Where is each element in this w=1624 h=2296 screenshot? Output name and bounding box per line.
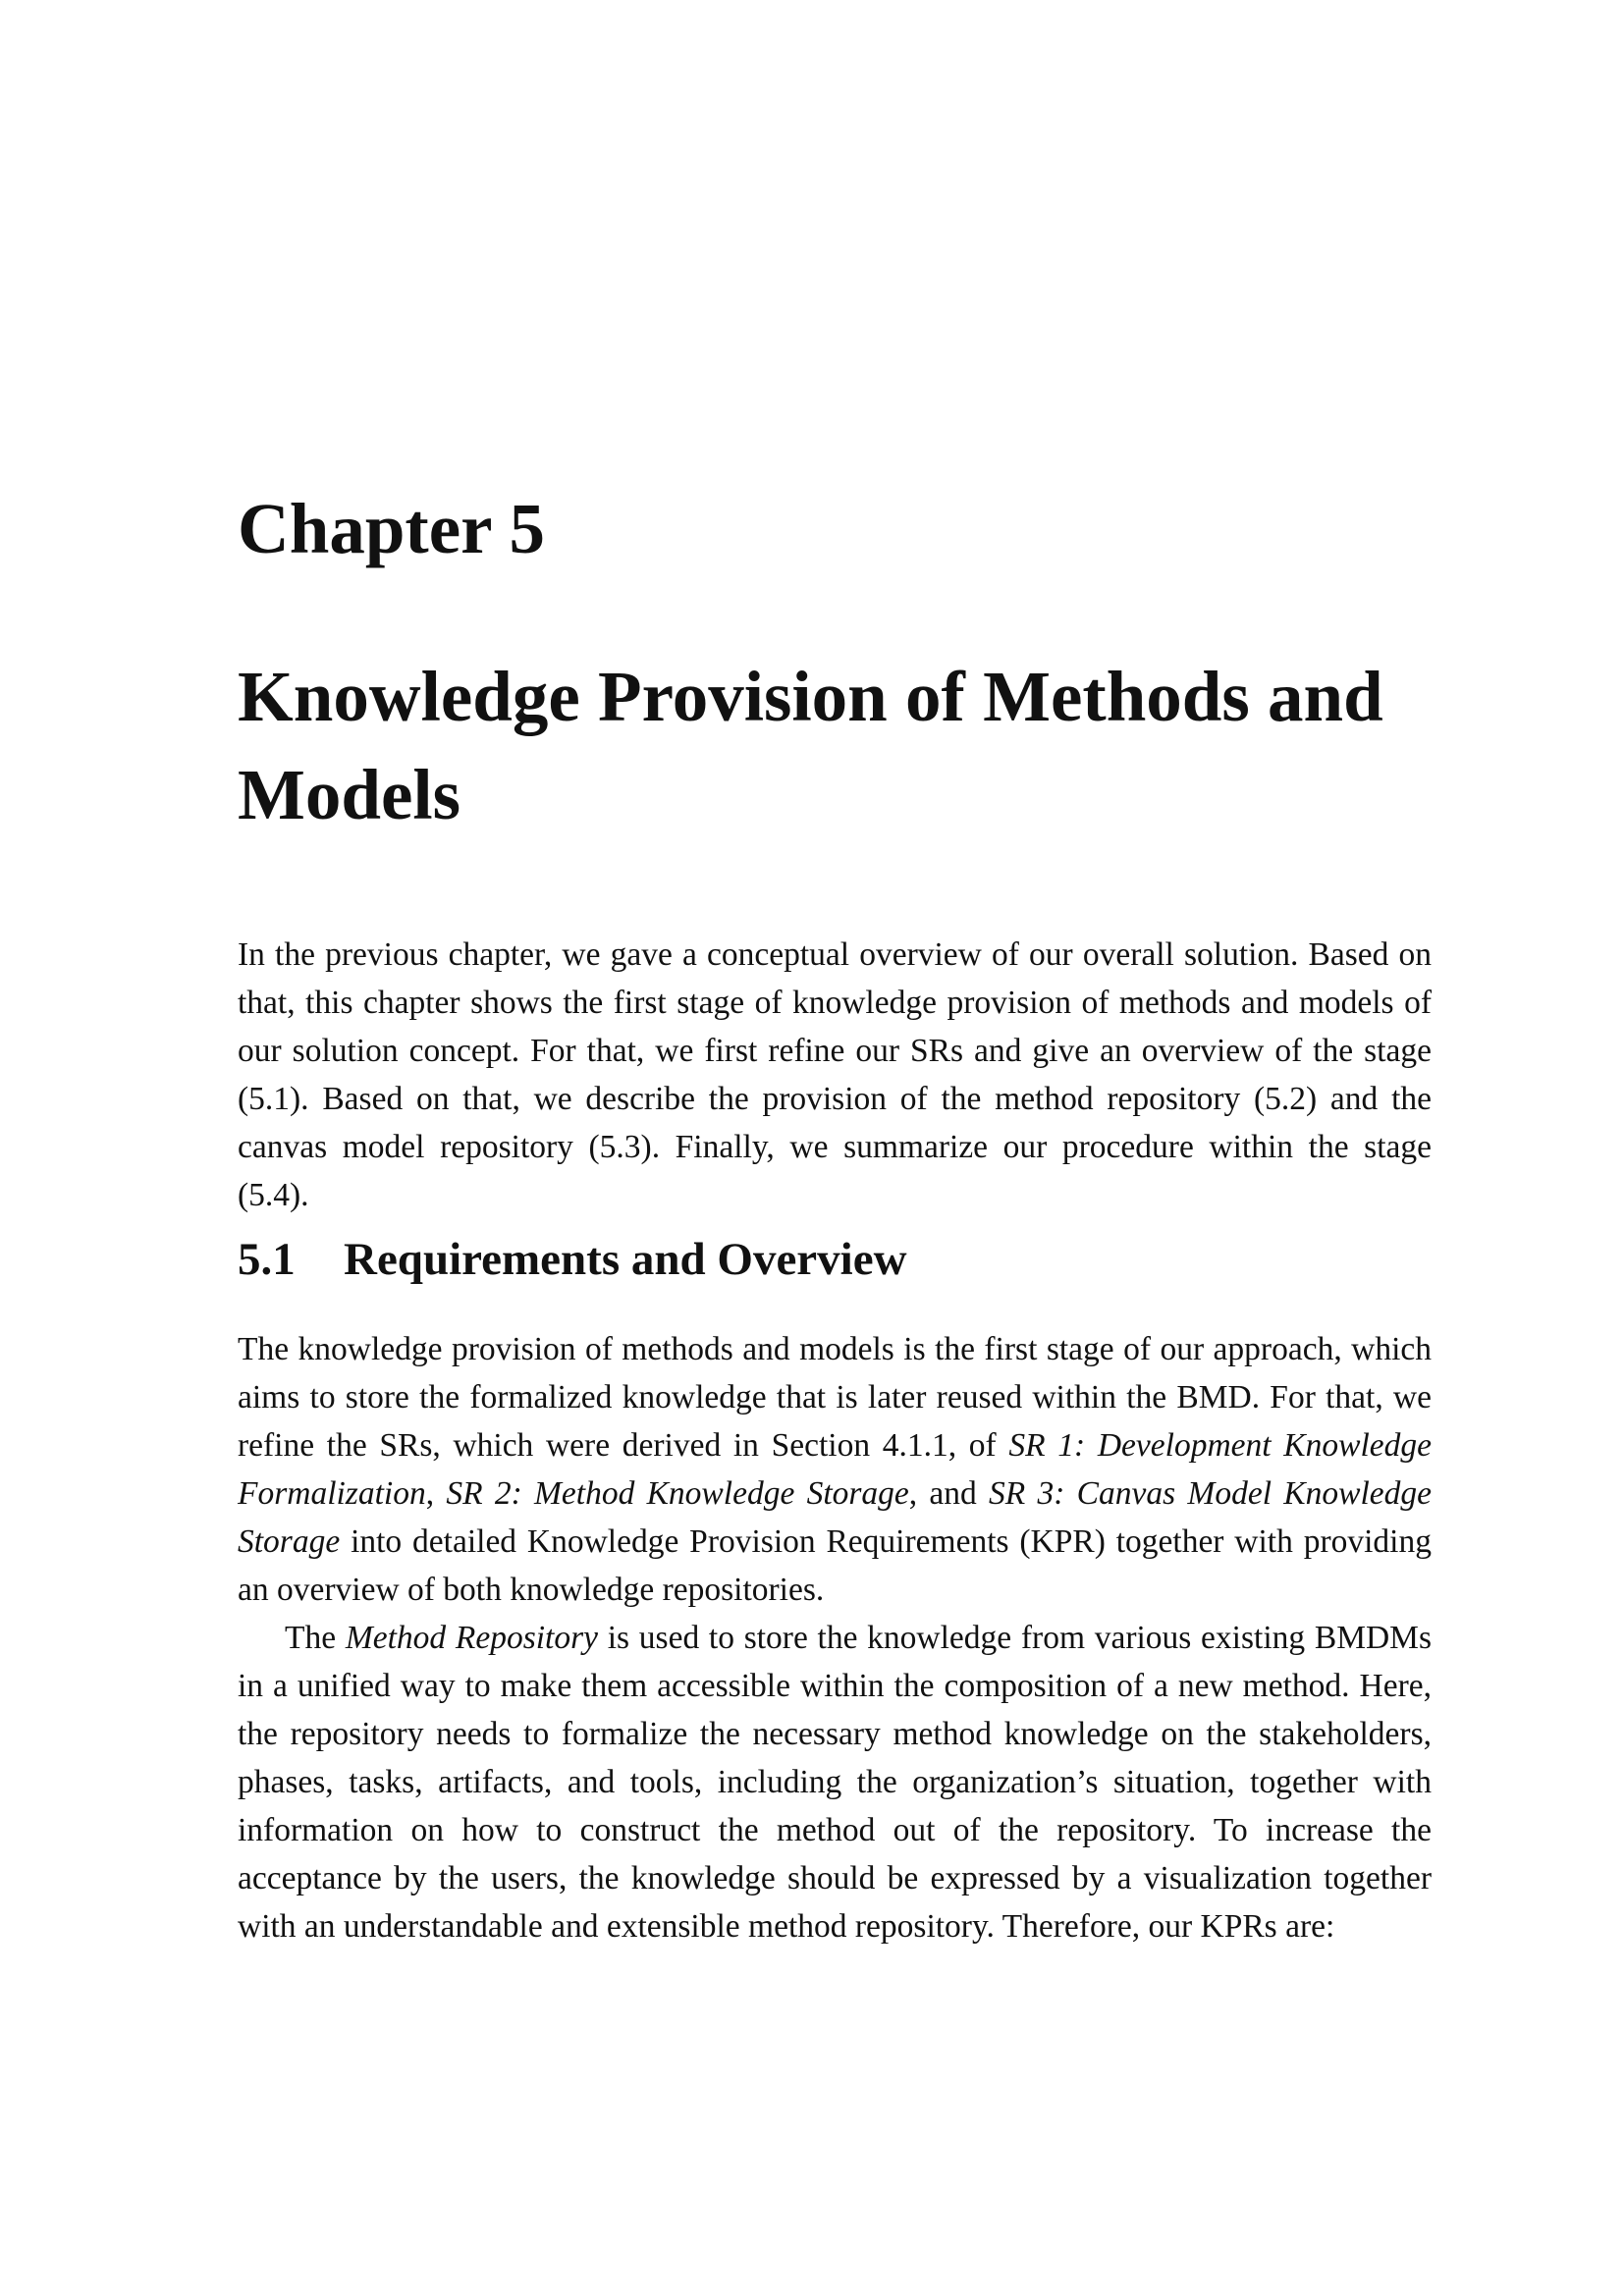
chapter-label: Chapter 5 — [238, 489, 545, 568]
p2-text-b: is used to store the knowledge from various existing BMDMs in a unified way to make them accessible within the composition of a new method. Here, the repository needs to formalize the necessary method knowledge on the stakeholders, phases, tasks, artifacts, and tools, including the organization’s situation, together with information on how to construct the method out of the repository. To increase the acceptance by the users, the knowledge should be expressed by a visualization together with an understandable and extensible method repository. Therefore, our KPRs are: — [238, 1620, 1432, 1945]
chapter-title: Knowledge Provision of Methods and Models — [238, 657, 1383, 834]
p2-text-a: The — [285, 1620, 346, 1656]
intro-paragraph: In the previous chapter, we gave a conceptual overview of our overall solution. Based on that, this chapter shows the first stage of knowledge provision of methods and models of our solution concept. For that, we first refine our SRs and give an overview of the stage (5.1). Based on that, we describe the provision of the method repository (5.2) and the canvas model repository (5.3). Finally, we summarize our procedure within the stage (5.4). — [238, 936, 1432, 1213]
sr1-reference: SR 1: Development Knowledge Formalization — [238, 1427, 1432, 1512]
p1-text-d: into detailed Knowledge Provision Requirements (KPR) together with providing an overview of both knowledge repositories. — [238, 1523, 1432, 1608]
sr3-reference: SR 3: Canvas Model Knowledge Storage — [238, 1475, 1433, 1560]
p1-text-c: , and — [908, 1475, 990, 1512]
section-number: 5.1 — [238, 1234, 296, 1285]
section-body — [238, 1325, 1432, 1950]
sr2-reference: SR 2: Method Knowledge Storage — [446, 1475, 909, 1512]
method-repository-term: Method Repository — [345, 1620, 599, 1656]
section-title: Requirements and Overview — [344, 1234, 907, 1285]
p1-text-a: The knowledge provision of methods and models is the first stage of our approach, which aims to store the formalized knowledge that is later reused within the BMD. For that, we refine the SRs, which were derived in Section 4.1.1, of — [238, 1331, 1432, 1464]
section-heading — [238, 1235, 907, 1286]
p1-text-b: , — [425, 1475, 447, 1512]
section-paragraph-2 — [238, 1614, 1432, 1950]
section-paragraph-1 — [238, 1325, 1432, 1614]
